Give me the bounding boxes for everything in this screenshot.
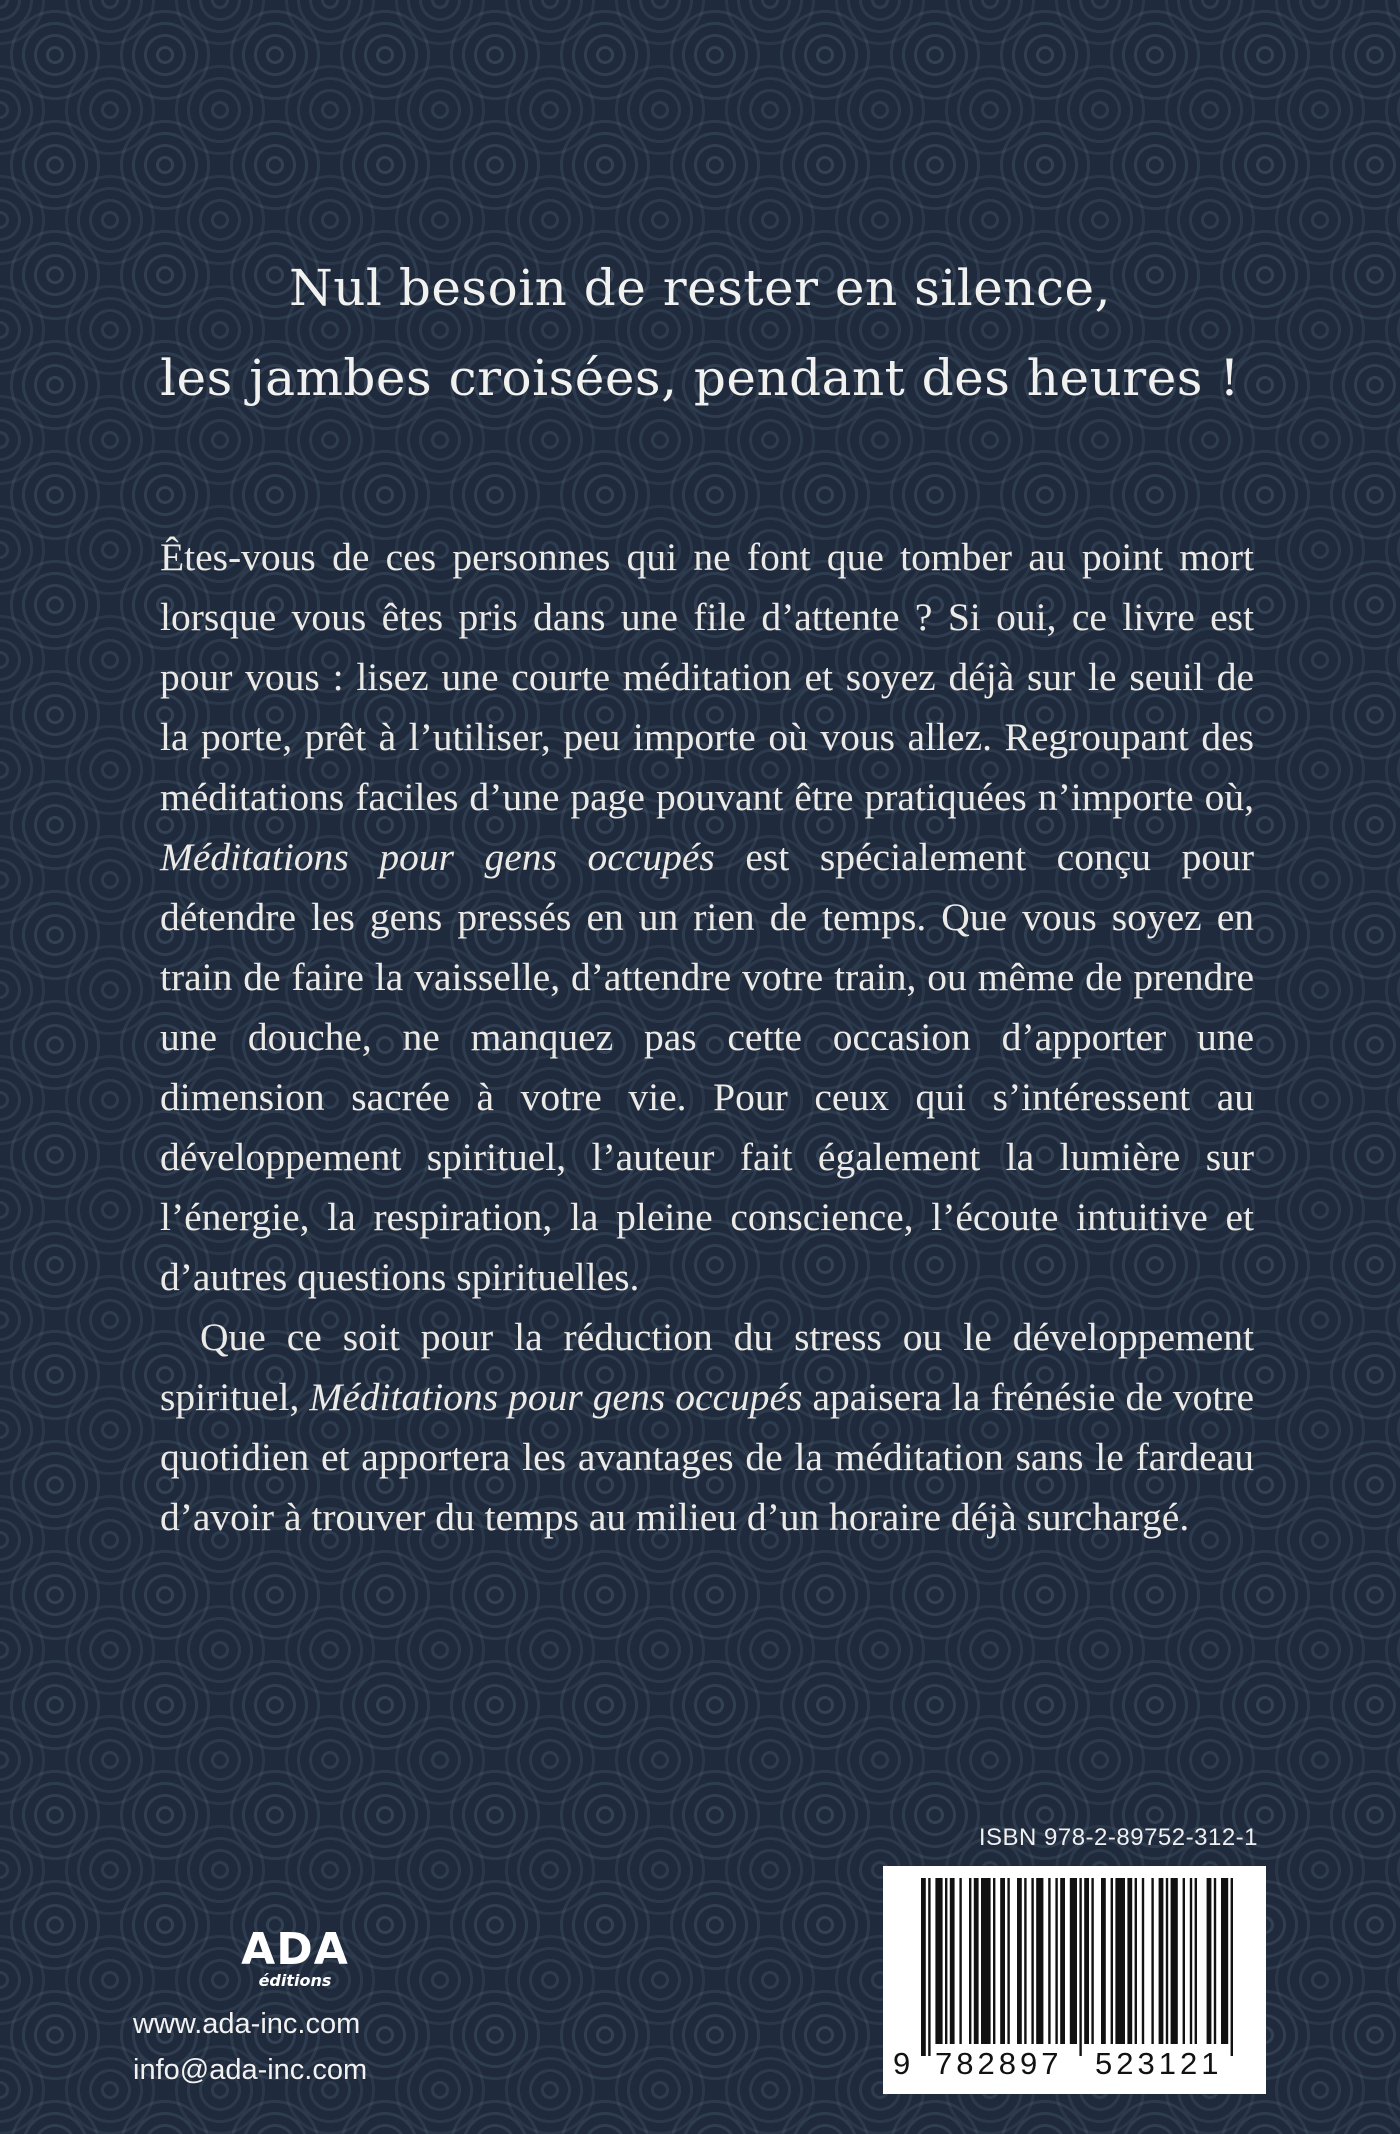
publisher-logo-letters: ADA [241,1924,349,1975]
publisher-contact [133,2001,367,2093]
blurb-p2-text-b: apaisera la frénésie de votre quotidien et apportera les avantages de la méditation sans le fardeau d’avoir à trouver du temps au milieu d’un horaire déjà surchargé. [160,1375,1254,1539]
barcode-bar [1060,1878,1065,2044]
barcode-bar [945,1878,947,2044]
barcode-digits-left: 782897 [935,2046,1063,2081]
publisher-logo [235,1924,355,1990]
barcode-bar [1190,1878,1192,2044]
barcode-bar [969,1878,971,2044]
barcode-bar [1024,1878,1026,2044]
barcode [883,1866,1266,2094]
barcode-bar [1084,1878,1089,2044]
barcode-bar [1007,1878,1009,2044]
blurb-p2-text-a: Que ce soit pour la réduction du stress ou le développement spirituel, [160,1315,1254,1419]
publisher-email: info@ada-inc.com [133,2054,368,2086]
barcode-bar [1101,1878,1106,2044]
barcode-bar [1183,1878,1185,2044]
blurb-p1-text-b: est spécialement conçu pour détendre les gens pressés en un rien de temps. Que vous soyez en train de faire la vaisselle, d’attendre votre train, ou même de prendre une douche, ne manquez pas cette occasion d’apporter une dimension sacrée à votre vie. Pour ceux qui s’intéressent au développement spirituel, l’auteur fait également la lumière sur l’énergie, la respiration, la pleine conscience, l’écoute intuitive et d’autres questions spirituelles. [160,835,1254,1299]
barcode-bar [1017,1878,1022,2044]
barcode-bar [1171,1878,1178,2044]
barcode-bar [1031,1878,1033,2044]
barcode-bar [935,1878,942,2044]
barcode-bar [1151,1878,1153,2044]
barcode-bar [1166,1878,1168,2044]
barcode-digits-right: 523121 [1095,2046,1223,2081]
headline-line-2: les jambes croisées, pendant des heures ! [160,349,1240,407]
book-title-italic: Méditations pour gens occupés [309,1375,803,1419]
barcode-bar [1231,1878,1233,2056]
barcode-digits [883,2046,1266,2086]
book-title-italic: Méditations pour gens occupés [160,835,715,879]
barcode-bar [921,1878,926,2056]
barcode-bar [1195,1878,1197,2044]
barcode-bar [1000,1878,1005,2044]
barcode-digit-first: 9 [893,2046,911,2081]
barcode-bar [974,1878,979,2044]
barcode-bar [1036,1878,1043,2044]
barcode-bar [1055,1878,1057,2044]
barcode-bar [981,1878,991,2044]
isbn-label: ISBN 978-2-89752-312-1 [978,1824,1258,1851]
barcode-bar [1159,1878,1164,2044]
barcode-bar [1048,1878,1050,2044]
barcode-bar [1214,1878,1216,2044]
barcode-bar [950,1878,955,2044]
headline [0,243,1400,423]
blurb-paragraph-1 [160,527,1254,1307]
barcode-bar [1142,1878,1144,2044]
barcode-bar [1127,1878,1132,2044]
headline-line-1: Nul besoin de rester en silence, [288,259,1111,317]
barcode-bar [1079,1878,1081,2056]
barcode-bar [1221,1878,1228,2044]
blurb [160,527,1254,1547]
publisher-logo-subtitle: éditions [258,1971,332,1990]
blurb-p1-text-a: Êtes-vous de ces personnes qui ne font que tomber au point mort lorsque vous êtes pris dans une file d’attente ? Si oui, ce livre est pour vous : lisez une courte méditation et soyez déjà sur le seuil de la porte, prêt à l’utiliser, peu importe où vous allez. Regroupant des méditations faciles d’une page pouvant être pratiquées n’importe où, [160,535,1254,819]
barcode-bar [959,1878,961,2044]
barcode-bar [1111,1878,1113,2044]
barcode-bar [1115,1878,1125,2044]
barcode-bar [928,1878,930,2056]
barcode-bar [1091,1878,1093,2044]
publisher-website: www.ada-inc.com [133,2008,361,2040]
barcode-bar [1135,1878,1137,2044]
barcode-bar [1070,1878,1077,2044]
blurb-paragraph-2 [160,1307,1254,1547]
barcode-bar [1207,1878,1212,2044]
barcode-bar [993,1878,995,2044]
